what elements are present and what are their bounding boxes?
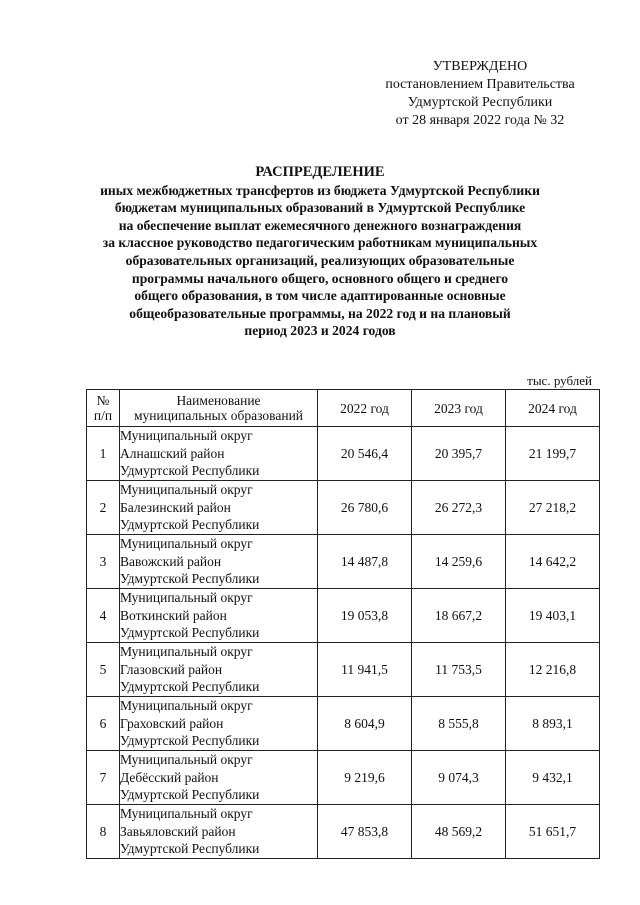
value-2023: 9 074,3	[412, 751, 506, 805]
table-header-row	[87, 390, 600, 427]
title-line: на обеспечение выплат ежемесячного денежного вознаграждения	[118, 217, 522, 233]
title-line: бюджетам муниципальных образований в Удмуртской Республике	[114, 200, 526, 216]
value-2022: 9 219,6	[318, 751, 412, 805]
table-row	[87, 697, 600, 751]
value-2024: 51 651,7	[506, 805, 600, 859]
approval-line: постановлением Правительства	[385, 77, 575, 92]
value-2023: 18 667,2	[412, 589, 506, 643]
row-number: 1	[87, 427, 120, 481]
title-line: за классное руководство педагогическим работникам муниципальных	[102, 235, 538, 251]
document-title	[70, 164, 570, 340]
value-2023: 14 259,6	[412, 535, 506, 589]
approval-date: от 28 января 2022 года № 32	[395, 113, 565, 128]
title-line: программы начального общего, основного общего и среднего	[131, 270, 509, 286]
table-row	[87, 643, 600, 697]
value-2022: 26 780,6	[318, 481, 412, 535]
value-2022: 8 604,9	[318, 697, 412, 751]
header-2024: 2024 год	[506, 390, 600, 427]
municipality-name: Муниципальный округ Балезинский район Удмуртской Республики	[120, 481, 318, 535]
row-number: 7	[87, 751, 120, 805]
title-line: общеобразовательные программы, на 2022 год и на плановый	[129, 305, 511, 321]
value-2024: 9 432,1	[506, 751, 600, 805]
title-line: общего образования, в том числе адаптированные основные	[134, 288, 506, 304]
header-2022: 2022 год	[318, 390, 412, 427]
table-row	[87, 481, 600, 535]
approval-heading: УТВЕРЖДЕНО	[432, 59, 528, 74]
title-line: иных межбюджетных трансфертов из бюджета Удмуртской Республики	[100, 182, 540, 198]
municipality-name: Муниципальный округ Глазовский район Удмуртской Республики	[120, 643, 318, 697]
table-row	[87, 805, 600, 859]
municipality-name: Муниципальный округ Вавожский район Удмуртской Республики	[120, 535, 318, 589]
distribution-table	[86, 389, 600, 859]
value-2023: 8 555,8	[412, 697, 506, 751]
value-2022: 11 941,5	[318, 643, 412, 697]
municipality-name: Муниципальный округ Завьяловский район Удмуртской Республики	[120, 805, 318, 859]
row-number: 6	[87, 697, 120, 751]
value-2024: 21 199,7	[506, 427, 600, 481]
title-line: образовательных организаций, реализующих образовательные	[125, 252, 515, 268]
header-2023: 2023 год	[412, 390, 506, 427]
unit-label: тыс. рублей	[527, 373, 592, 388]
municipality-name: Муниципальный округ Алнашский район Удмуртской Республики	[120, 427, 318, 481]
table-row	[87, 751, 600, 805]
value-2024: 27 218,2	[506, 481, 600, 535]
table-row	[87, 427, 600, 481]
row-number: 8	[87, 805, 120, 859]
header-number: № п/п	[87, 390, 120, 427]
value-2023: 11 753,5	[412, 643, 506, 697]
municipality-name: Муниципальный округ Дебёсский район Удмуртской Республики	[120, 751, 318, 805]
value-2023: 20 395,7	[412, 427, 506, 481]
approval-line: Удмуртской Республики	[407, 95, 553, 110]
row-number: 4	[87, 589, 120, 643]
value-2024: 12 216,8	[506, 643, 600, 697]
row-number: 3	[87, 535, 120, 589]
table-row	[87, 535, 600, 589]
table-row	[87, 589, 600, 643]
value-2023: 26 272,3	[412, 481, 506, 535]
value-2023: 48 569,2	[412, 805, 506, 859]
municipality-name: Муниципальный округ Воткинский район Удмуртской Республики	[120, 589, 318, 643]
value-2024: 19 403,1	[506, 589, 600, 643]
municipality-name: Муниципальный округ Граховский район Удмуртской Республики	[120, 697, 318, 751]
title-main: РАСПРЕДЕЛЕНИЕ	[255, 164, 385, 180]
value-2022: 19 053,8	[318, 589, 412, 643]
value-2024: 8 893,1	[506, 697, 600, 751]
row-number: 2	[87, 481, 120, 535]
value-2024: 14 642,2	[506, 535, 600, 589]
approval-block	[370, 58, 590, 130]
row-number: 5	[87, 643, 120, 697]
value-2022: 20 546,4	[318, 427, 412, 481]
title-line: период 2023 и 2024 годов	[244, 323, 396, 339]
value-2022: 47 853,8	[318, 805, 412, 859]
header-name: Наименование муниципальных образований	[120, 390, 318, 427]
value-2022: 14 487,8	[318, 535, 412, 589]
